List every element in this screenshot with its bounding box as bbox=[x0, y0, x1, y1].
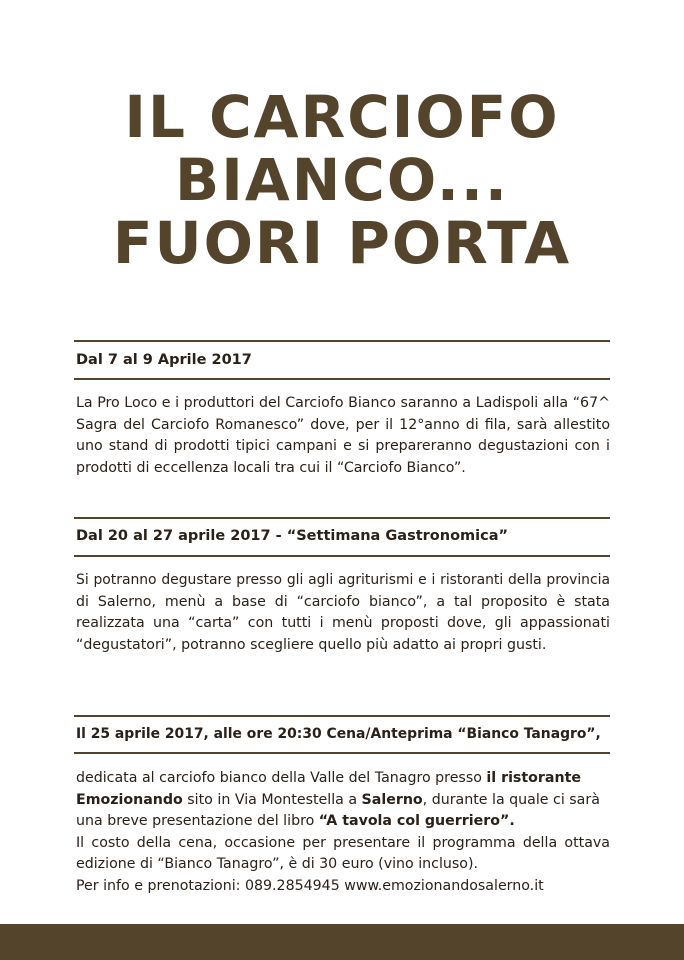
section-2-line-3: realizzata una “carta” con tutti i menù proposti dove, gli appassionati bbox=[76, 615, 610, 631]
section-3-line-6: Per info e prenotazioni: 089.2854945 www.emozionandosalerno.it bbox=[76, 877, 544, 894]
section-3-line-4: Il costo della cena, occasione per presentare il programma della ottava bbox=[76, 834, 610, 851]
section-2-line-1: Si potranno degustare presso gli agli agriturismi e i ristoranti della provincia bbox=[76, 572, 610, 588]
section-3-line-1-text: dedicata al carciofo bianco della Valle del Tanagro presso bbox=[76, 770, 487, 786]
footer-bar bbox=[0, 924, 684, 960]
section-2-line-2: di Salerno, menù a base di “carciofo bianco”, a tal proposito è stata bbox=[76, 593, 610, 610]
section-2-top-rule bbox=[74, 517, 610, 519]
section-1-line-4: prodotti di eccellenza locali tra cui il “Carciofo Bianco”. bbox=[76, 459, 466, 476]
section-1-paragraph bbox=[76, 393, 610, 479]
poster-title bbox=[0, 83, 684, 277]
section-3-bottom-rule bbox=[74, 752, 610, 754]
section-3-line-2-text-b: , durante la quale ci sarà bbox=[422, 791, 600, 808]
section-3-heading: Il 25 aprile 2017, alle ore 20:30 Cena/Anteprima “Bianco Tanagro”, bbox=[76, 726, 601, 742]
section-1-bottom-rule bbox=[74, 378, 610, 380]
section-1-line-3: uno stand di prodotti tipici campani e si prepareranno degustazioni con i bbox=[76, 438, 610, 454]
section-3-line-2 bbox=[76, 790, 610, 812]
title-line-3: FUORI PORTA bbox=[112, 209, 572, 277]
section-3-line-5: edizione di “Bianco Tanagro”, è di 30 euro (vino incluso). bbox=[76, 856, 478, 872]
restaurant-name: Emozionando bbox=[76, 791, 183, 808]
section-1-heading: Dal 7 al 9 Aprile 2017 bbox=[76, 352, 252, 368]
section-2-heading: Dal 20 al 27 aprile 2017 - “Settimana Gastronomica” bbox=[76, 528, 509, 544]
section-1-top-rule bbox=[74, 340, 610, 342]
section-3-top-rule bbox=[74, 715, 610, 717]
section-2-paragraph bbox=[76, 570, 610, 656]
title-line-1: IL CARCIOFO bbox=[124, 83, 560, 151]
book-title: “A tavola col guerriero”. bbox=[318, 813, 515, 829]
section-2-bottom-rule bbox=[74, 555, 610, 557]
section-3-line-1 bbox=[76, 768, 610, 790]
section-3-paragraph bbox=[76, 768, 610, 897]
restaurant-label: il ristorante bbox=[486, 770, 581, 786]
section-3-line-2-text-a: sito in Via Montestella a bbox=[182, 791, 362, 808]
title-line-2: BIANCO... bbox=[175, 146, 509, 214]
section-1-line-1: La Pro Loco e i produttori del Carciofo Bianco saranno a Ladispoli alla “67^ bbox=[76, 395, 610, 411]
city-name: Salerno bbox=[361, 791, 423, 808]
section-3-line-3-text: una breve presentazione del libro bbox=[76, 813, 319, 829]
section-3-line-3 bbox=[76, 811, 610, 833]
section-2-line-4: “degustatori”, potranno scegliere quello più adatto ai propri gusti. bbox=[76, 636, 547, 653]
section-1-line-2: Sagra del Carciofo Romanesco” dove, per il 12°anno di fila, sarà allestito bbox=[76, 416, 610, 433]
